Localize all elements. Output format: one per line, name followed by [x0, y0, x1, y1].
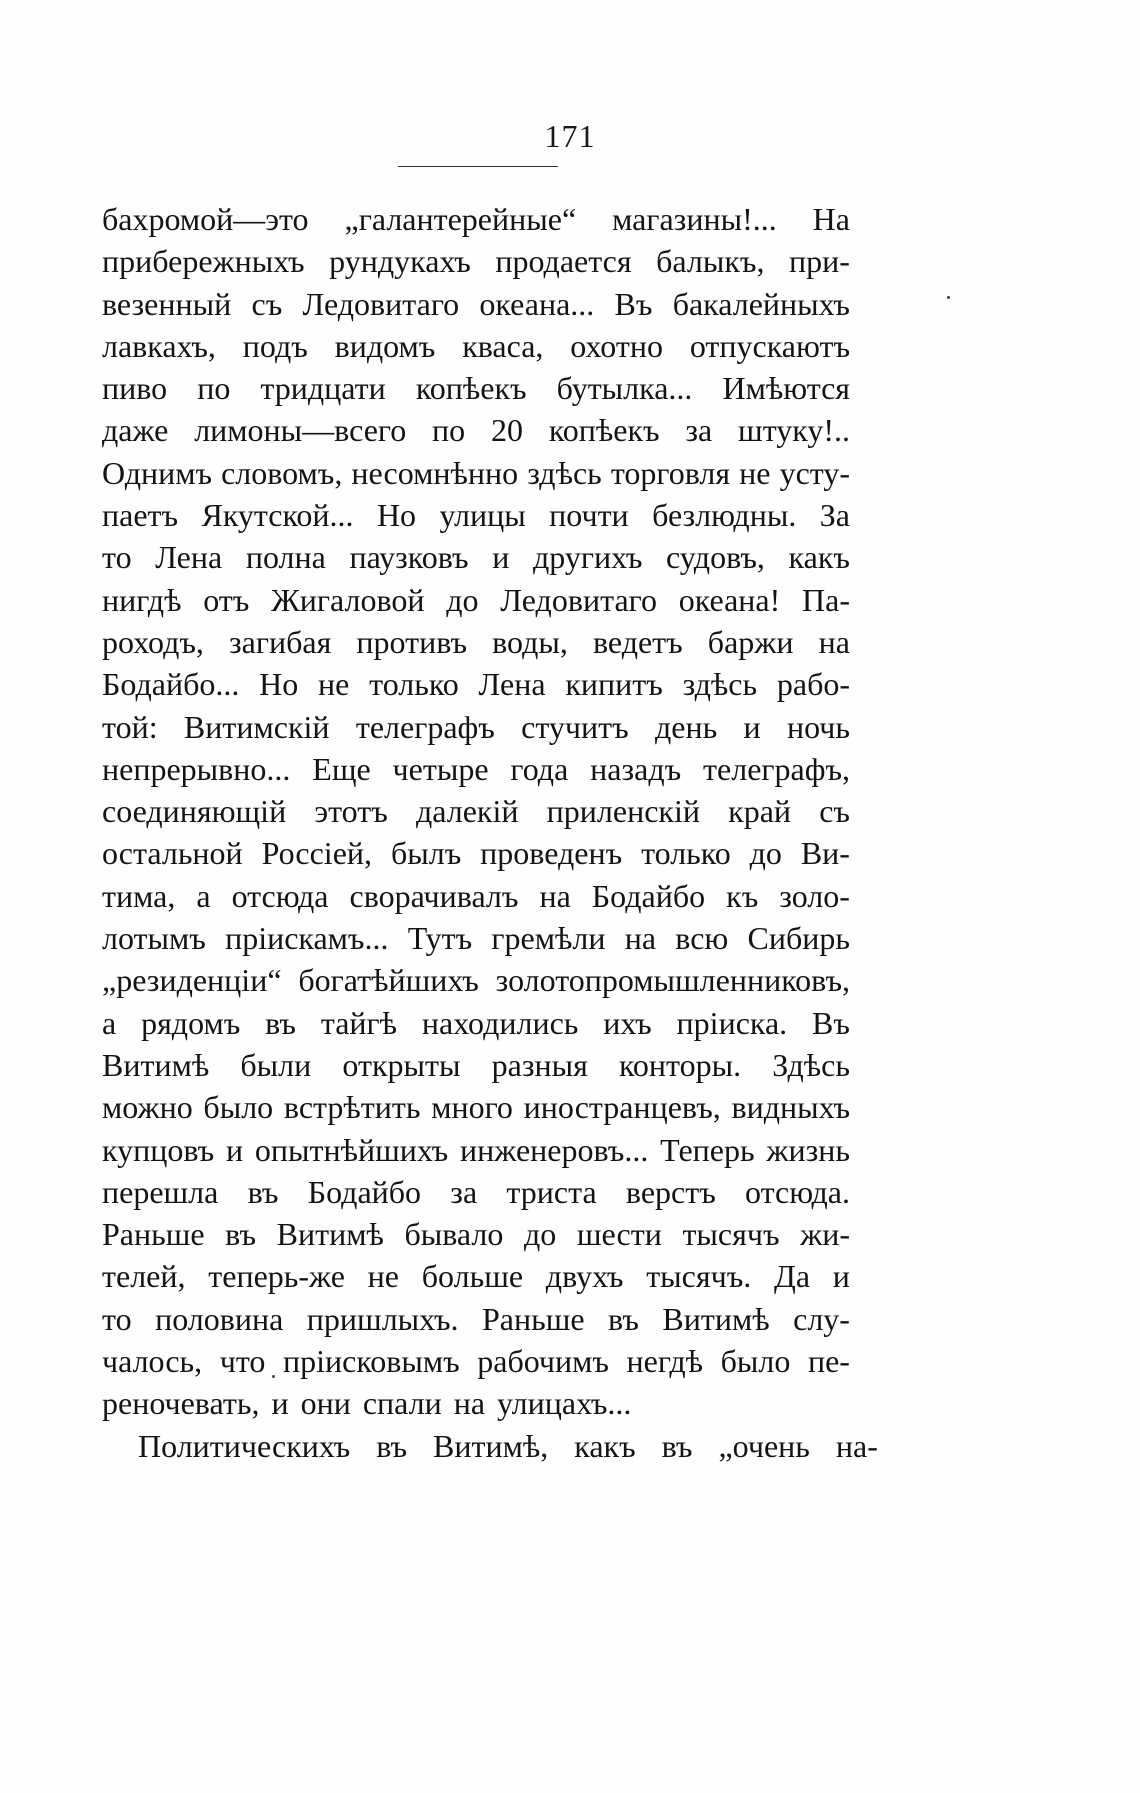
text-line: Бодайбо... Но не только Лена кипитъ здѣсь рабо-	[102, 666, 850, 703]
text-line: Витимѣ были открыты разныя конторы. Здѣсь	[102, 1046, 850, 1083]
text-line: лотымъ пріискамъ... Тутъ гремѣли на всю Сибирь	[102, 920, 850, 957]
text-line: остальной Россіей, былъ проведенъ только до Ви-	[102, 835, 850, 872]
body-text	[102, 198, 878, 1467]
text-line: перешла въ Бодайбо за триста верстъ отсюда.	[102, 1173, 850, 1210]
text-line: чалось, что пріисковымъ рабочимъ негдѣ было пе-	[102, 1343, 850, 1380]
text-line: купцовъ и опытнѣйшихъ инженеровъ... Теперь жизнь	[102, 1131, 850, 1168]
text-line: нигдѣ отъ Жигаловой до Ледовитаго океана! Па-	[102, 581, 850, 618]
page-number: 171	[544, 118, 596, 154]
text-line: тима, а отсюда сворачивалъ на Бодайбо къ золо-	[102, 877, 850, 914]
ink-speck	[272, 1375, 275, 1378]
text-line: Раньше въ Витимѣ бывало до шести тысячъ жи-	[102, 1216, 850, 1253]
text-line: лавкахъ, подъ видомъ кваса, охотно отпускаютъ	[102, 327, 850, 364]
ink-speck	[947, 296, 950, 299]
text-line: можно было встрѣтить много иностранцевъ, видныхъ	[102, 1089, 850, 1126]
text-line: Однимъ словомъ, несомнѣнно здѣсь торговля не усту-	[102, 454, 850, 491]
text-line: даже лимоны—всего по 20 копѣекъ за штуку!..	[102, 412, 850, 449]
text-line: бахромой—это „галантерейные“ магазины!... На	[102, 201, 850, 237]
text-line: реночевать, и они спали на улицахъ...	[102, 1385, 632, 1422]
text-line: телей, теперь-же не больше двухъ тысячъ. Да и	[102, 1258, 850, 1295]
header-rule	[398, 166, 558, 167]
text-line: а рядомъ въ тайгѣ находились ихъ пріиска. Въ	[102, 1004, 850, 1041]
text-line: везенный съ Ледовитаго океана... Въ бакалейныхъ	[102, 285, 850, 322]
text-line: роходъ, загибая противъ воды, ведетъ баржи на	[102, 623, 850, 660]
text-line: пиво по тридцати копѣекъ бутылка... Имѣются	[102, 370, 850, 407]
text-line: непрерывно... Еще четыре года назадъ телеграфъ,	[102, 750, 850, 787]
text-line: паетъ Якутской... Но улицы почти безлюдны. За	[102, 497, 850, 534]
text-line: прибережныхъ рундукахъ продается балыкъ, при-	[102, 243, 850, 280]
text-line: соединяющій этотъ далекій приленскій край съ	[102, 793, 850, 830]
text-line: Политическихъ въ Витимѣ, какъ въ „очень на-	[138, 1427, 878, 1464]
text-line: то Лена полна паузковъ и другихъ судовъ, какъ	[102, 539, 850, 576]
text-line: то половина пришлыхъ. Раньше въ Витимѣ слу-	[102, 1300, 850, 1337]
text-line: той: Витимскій телеграфъ стучитъ день и ночь	[102, 708, 850, 745]
text-line: „резиденціи“ богатѣйшихъ золотопромышленниковъ,	[102, 962, 850, 999]
